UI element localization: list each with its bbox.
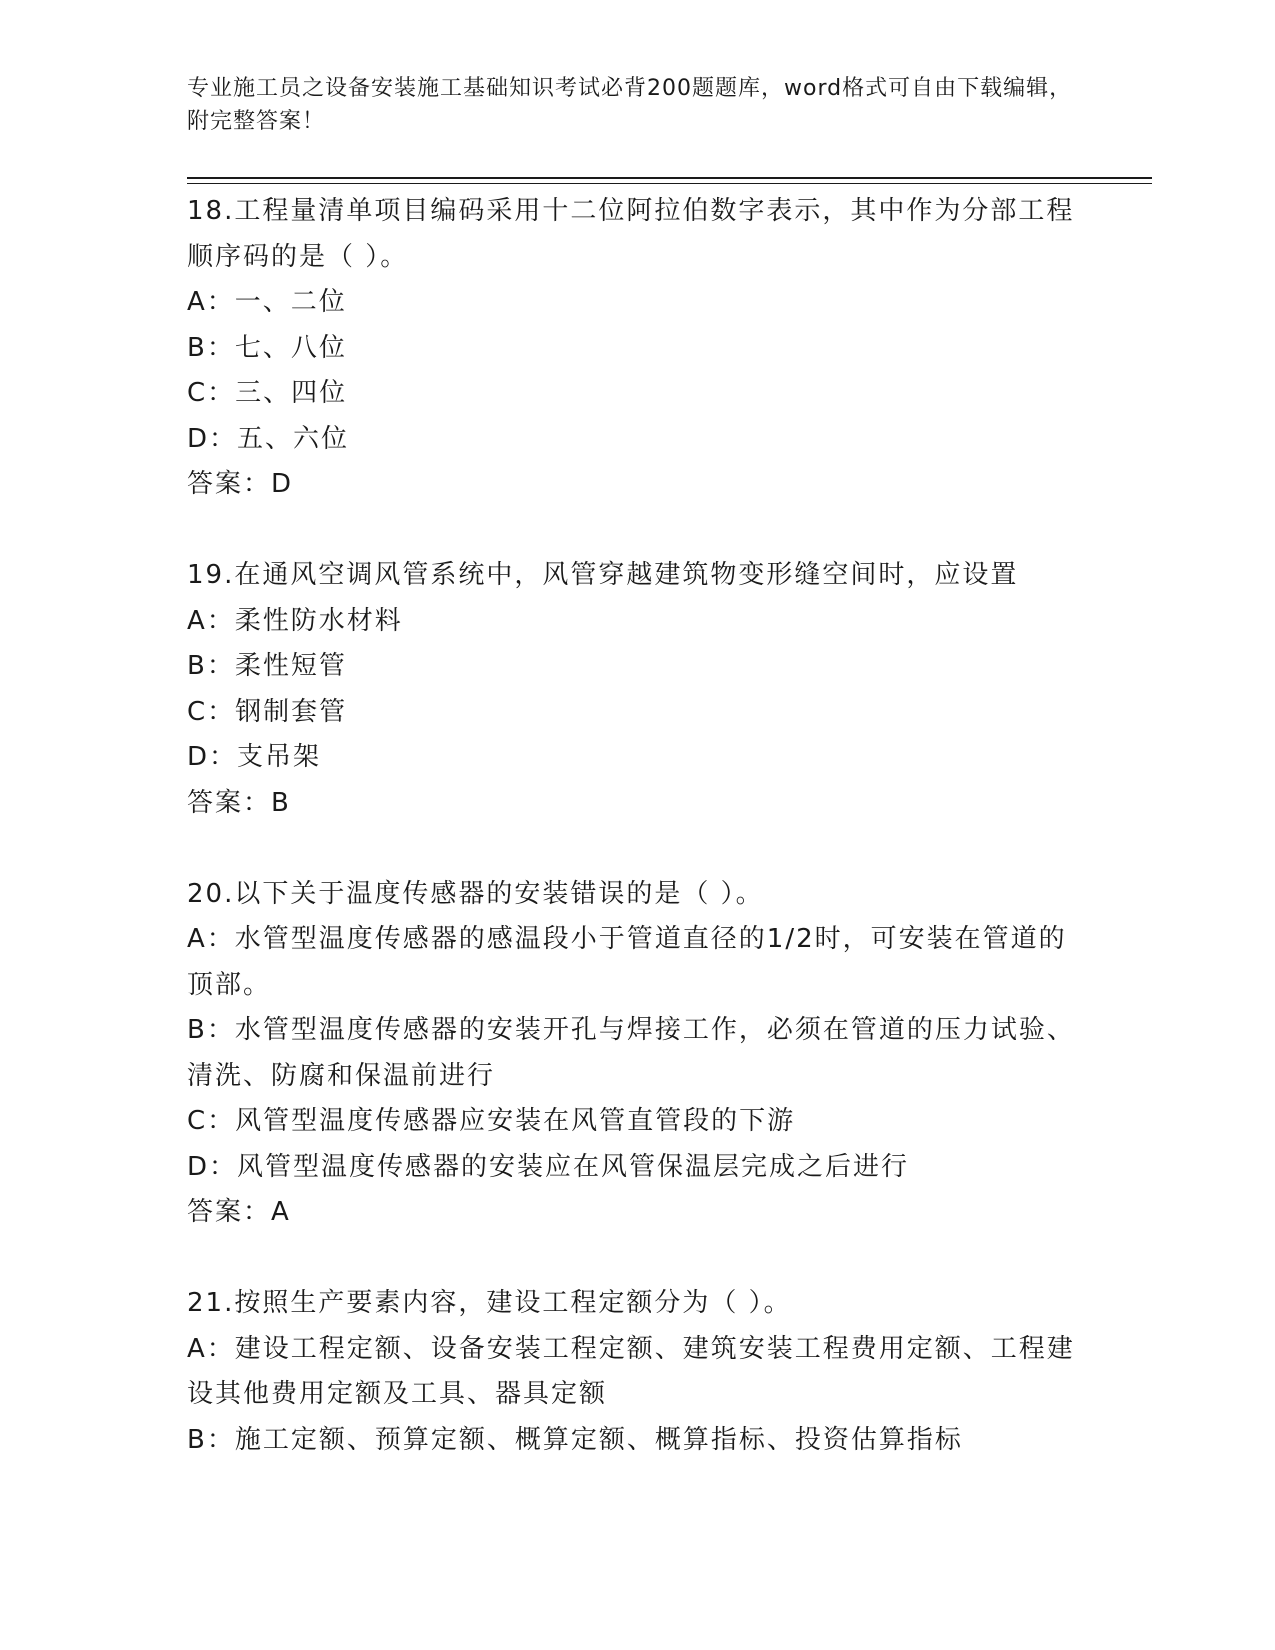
option-d: D：风管型温度传感器的安装应在风管保温层完成之后进行 [187, 1151, 910, 1182]
question-text: 19.在通风空调风管系统中，风管穿越建筑物变形缝空间时，应设置 [187, 560, 1019, 590]
header-divider-thick [187, 177, 1152, 179]
question-spacer [187, 508, 1077, 554]
question-21 [187, 1281, 1077, 1463]
answer-line [187, 781, 1077, 827]
option-b: B：施工定额、预算定额、概算定额、概算指标、投资估算指标 [187, 1424, 963, 1455]
answer-line [187, 1190, 1077, 1236]
answer-value: D [271, 469, 294, 499]
question-text: 21.按照生产要素内容，建设工程定额分为（ ）。 [187, 1288, 792, 1318]
question-20 [187, 872, 1077, 1236]
question-list [187, 189, 1077, 1463]
answer-value: B [271, 787, 291, 818]
question-18 [187, 189, 1077, 508]
answer-label: 答案： [187, 1197, 272, 1227]
answer-label: 答案： [187, 787, 272, 818]
question-text: 18.工程量清单项目编码采用十二位阿拉伯数字表示，其中作为分部工程顺序码的是（ ）。 [187, 196, 1075, 272]
header-text: 专业施工员之设备安装施工基础知识考试必背200题题库，word格式可自由下载编辑，附完整答案！ [187, 76, 1073, 134]
option-a: A：柔性防水材料 [187, 605, 403, 636]
question-19 [187, 553, 1077, 826]
option-a: A：建设工程定额、设备安装工程定额、建筑安装工程费用定额、工程建设其他费用定额及工具、器具定额 [187, 1333, 1075, 1409]
option-c: C：风管型温度传感器应安装在风管直管段的下游 [187, 1106, 796, 1136]
answer-line [187, 462, 1077, 508]
option-c: C：钢制套管 [187, 696, 348, 727]
answer-value: A [271, 1197, 291, 1227]
option-a: A：一、二位 [187, 287, 347, 317]
option-d: D：支吊架 [187, 742, 322, 772]
option-c: C：三、四位 [187, 378, 348, 408]
header-divider-thin [187, 183, 1152, 184]
document-header [187, 72, 1077, 138]
question-spacer [187, 1236, 1077, 1282]
option-b: B：七、八位 [187, 332, 347, 363]
option-a: A：水管型温度传感器的感温段小于管道直径的1/2时，可安装在管道的顶部。 [187, 924, 1067, 1000]
answer-label: 答案： [187, 469, 272, 499]
option-b: B：水管型温度传感器的安装开孔与焊接工作，必须在管道的压力试验、清洗、防腐和保温前进行 [187, 1015, 1075, 1091]
question-spacer [187, 826, 1077, 872]
question-text: 20.以下关于温度传感器的安装错误的是（ ）。 [187, 878, 764, 909]
option-b: B：柔性短管 [187, 651, 347, 681]
option-d: D：五、六位 [187, 423, 350, 454]
